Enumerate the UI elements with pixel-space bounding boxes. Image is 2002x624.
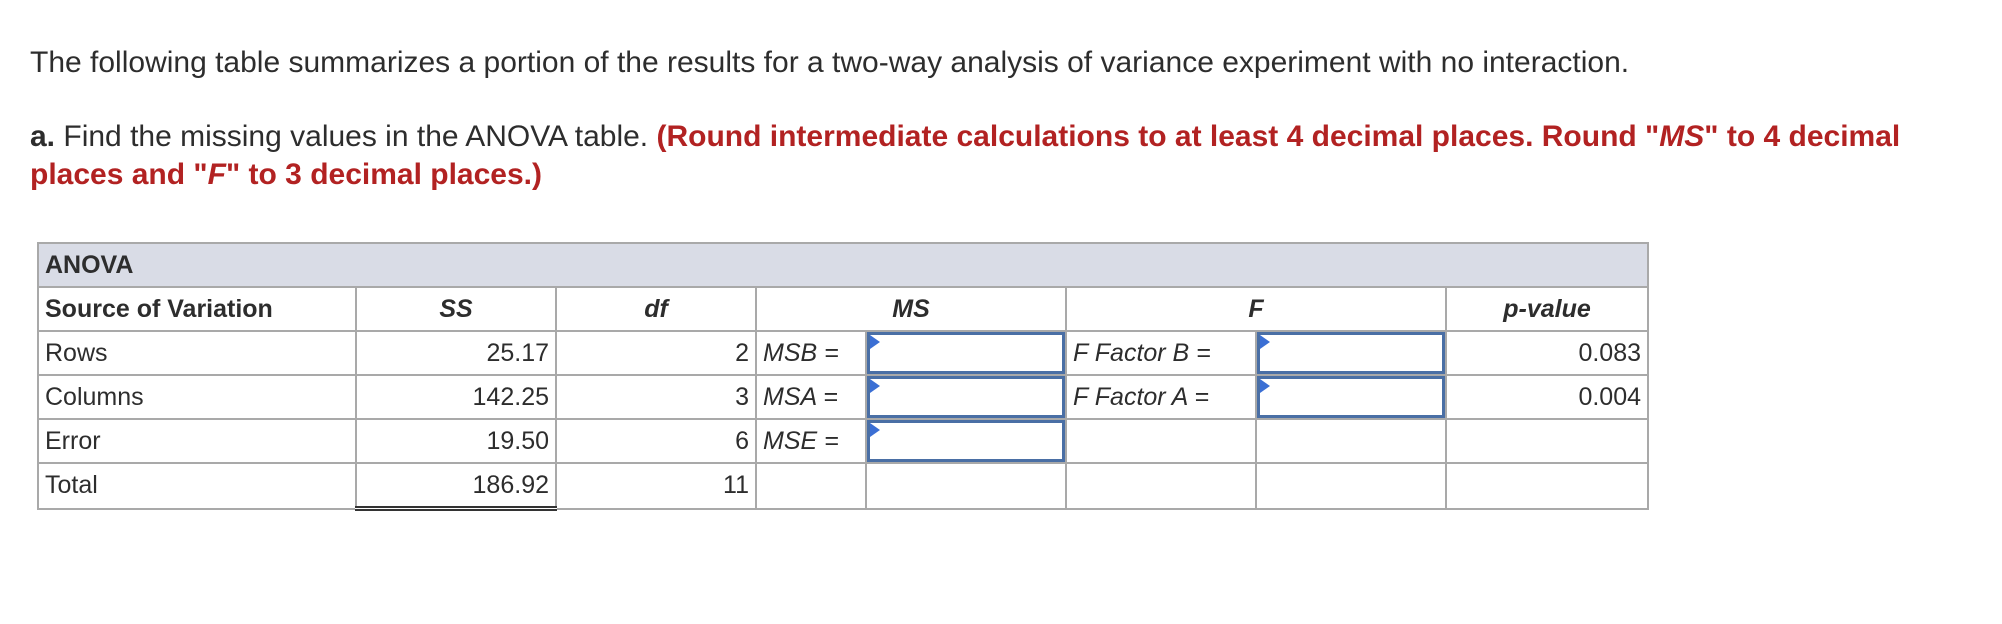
f-factor-b-input[interactable]	[1260, 335, 1442, 371]
row-ss: 186.92	[356, 463, 556, 509]
input-flag-icon	[870, 423, 880, 437]
table-row-total	[38, 463, 1648, 509]
row-source: Columns	[38, 375, 356, 419]
row-ss: 142.25	[356, 375, 556, 419]
intro-text: The following table summarizes a portion of the results for a two-way analysis of variance experiment with no interaction.	[30, 46, 1630, 79]
row-pvalue: 0.083	[1446, 331, 1648, 375]
row-pvalue: 0.004	[1446, 375, 1648, 419]
empty-cell	[1446, 419, 1648, 463]
f-factor-b-cell	[1256, 331, 1446, 375]
empty-cell	[1256, 463, 1446, 509]
header-ms: MS	[756, 287, 1066, 331]
msa-cell	[866, 375, 1066, 419]
input-flag-icon	[870, 335, 880, 349]
f-factor-b-label: F Factor B =	[1066, 331, 1256, 375]
header-ss: SS	[356, 287, 556, 331]
empty-cell	[1066, 463, 1256, 509]
table-row-error	[38, 419, 1648, 463]
mse-answer-box	[867, 420, 1065, 462]
instruction-part-2: " to 4 decimal places and "	[30, 120, 1901, 191]
row-df: 6	[556, 419, 756, 463]
question-prompt: Find the missing values in the ANOVA table.	[63, 120, 649, 153]
row-ss: 19.50	[356, 419, 556, 463]
instruction-part-3: " to 3 decimal places.)	[225, 158, 542, 191]
empty-cell	[756, 463, 866, 509]
instruction-f: F	[207, 158, 226, 191]
instruction-ms: MS	[1659, 120, 1705, 153]
empty-cell	[1066, 419, 1256, 463]
empty-cell	[1256, 419, 1446, 463]
header-f: F	[1066, 287, 1446, 331]
msa-answer-box	[867, 376, 1065, 418]
anova-table	[37, 242, 1649, 511]
f-factor-b-answer-box	[1257, 332, 1445, 374]
row-source: Rows	[38, 331, 356, 375]
mse-cell	[866, 419, 1066, 463]
instruction-part-1: (Round intermediate calculations to at least 4 decimal places. Round "	[656, 120, 1660, 153]
msb-answer-box	[867, 332, 1065, 374]
empty-cell	[866, 463, 1066, 509]
table-title-row	[38, 243, 1648, 287]
table-row-rows	[38, 331, 1648, 375]
input-flag-icon	[1260, 335, 1270, 349]
msb-label: MSB =	[756, 331, 866, 375]
table-title: ANOVA	[38, 243, 1648, 287]
msa-label: MSA =	[756, 375, 866, 419]
row-df: 3	[556, 375, 756, 419]
f-factor-a-label: F Factor A =	[1066, 375, 1256, 419]
row-source: Total	[38, 463, 356, 509]
row-source: Error	[38, 419, 356, 463]
f-factor-a-answer-box	[1257, 376, 1445, 418]
input-flag-icon	[870, 379, 880, 393]
mse-label: MSE =	[756, 419, 866, 463]
input-flag-icon	[1260, 379, 1270, 393]
f-factor-a-cell	[1256, 375, 1446, 419]
header-df: df	[556, 287, 756, 331]
msa-input[interactable]	[870, 379, 1062, 415]
header-source: Source of Variation	[38, 287, 356, 331]
question-text	[30, 118, 1930, 194]
f-factor-a-input[interactable]	[1260, 379, 1442, 415]
empty-cell	[1446, 463, 1648, 509]
table-header-row	[38, 287, 1648, 331]
row-df: 11	[556, 463, 756, 509]
msb-input[interactable]	[870, 335, 1062, 371]
msb-cell	[866, 331, 1066, 375]
row-df: 2	[556, 331, 756, 375]
header-pvalue: p-value	[1446, 287, 1648, 331]
table-row-columns	[38, 375, 1648, 419]
row-ss: 25.17	[356, 331, 556, 375]
question-part-label: a.	[30, 120, 56, 153]
mse-input[interactable]	[870, 423, 1062, 459]
